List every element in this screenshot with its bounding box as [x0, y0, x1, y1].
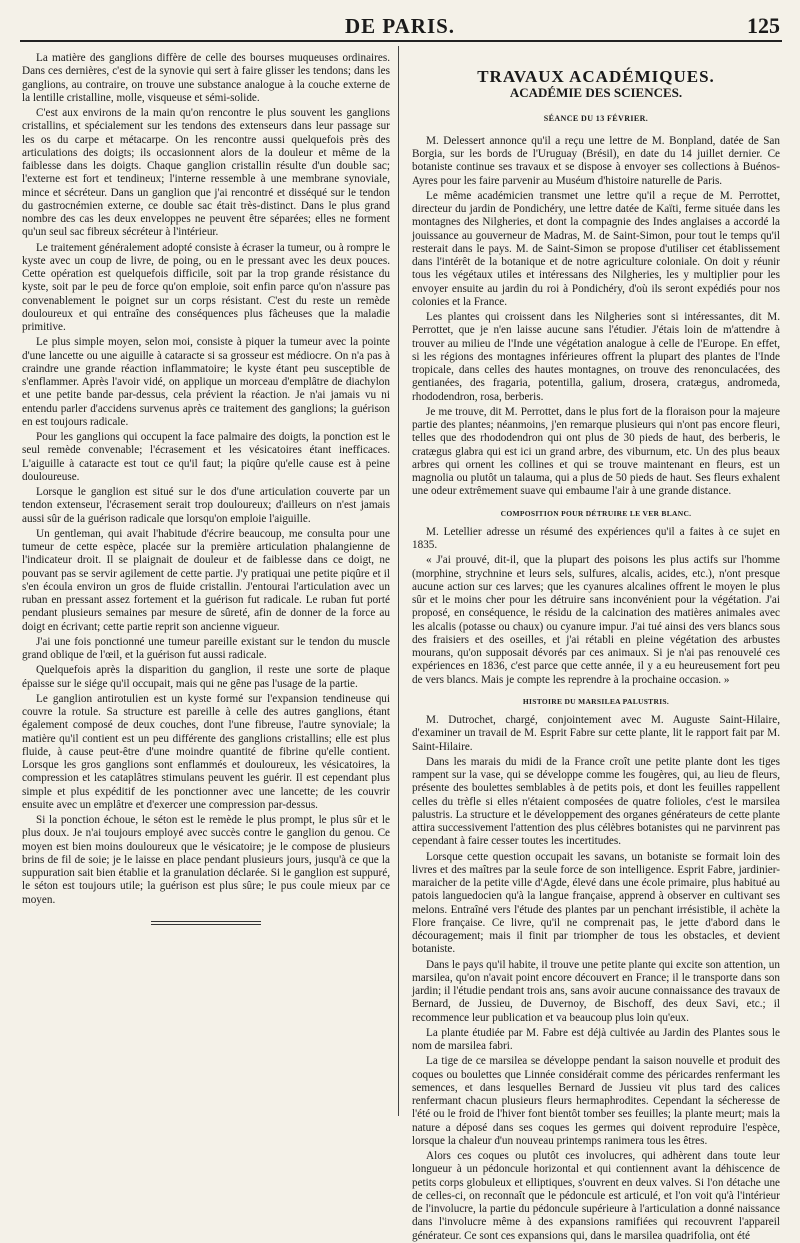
article-heading: COMPOSITION POUR DÉTRUIRE LE VER BLANC. [500, 508, 692, 518]
right-paragraph: Les plantes qui croissent dans les Nilgheries sont si intéressantes, dit M. Perrottet, que je n'en laisse aucune sans l'étudier. J'étais loin de m'attendre à trouver au milieu de l'Inde une végétation analogue à celle de l'Europe. En effet, si les régions des montagnes inférieures offrent la plupart des plantes de l'Inde tropicale, dans celles des hautes montagnes, on trouve des renonculacées, des gentianées, des fragaria, potentilla, galium, drosera, cratægus, andromeda, rhododendron, rosa, berberis. [412, 311, 780, 403]
right-paragraph: « J'ai prouvé, dit-il, que la plupart des poisons les plus actifs sur l'homme (morphine, strychnine et leurs sels, sulfures, alcalis, acides, etc.), n'ont presque aucune action sur ces larves; que les cyanures alcalines offrent le moyen le plus sûr et le moins cher pour les détruire sans inconvénient pour la végétation. J'ai proposé, en conséquence, le résidu de la calcination des matières animales avec les alcalis (potasse ou chaux) ou cyanure impur. J'ai tué ainsi des vers blancs sous des fraisiers et des oseilles, et j'ai rétabli en pleine végétation des arbustes mourans, qu'on supposait dévorés par ces animaux. Si je n'ai pas renouvelé ces expériences en 1836, c'est parce que cette année, il y a eu heureusement fort peu de vers blancs. Mais je compte les reprendre à la prochaine occasion. » [412, 554, 780, 686]
right-paragraph: Lorsque cette question occupait les savans, un botaniste se formait loin des livres et des maîtres par la seule force de son intelligence. Esprit Fabre, jardinier-maraicher de la petite ville d'Agde, élevé dans une école primaire, plus habitué au patois languedocien qu'à la langue française, apprend à observer en cultivant ses melons. Entraîné vers l'étude des plantes par un penchant irrésistible, il achète la Flore française. Ce livre, qu'il ne comprenait pas, le jette d'abord dans le découragement; mais il finit par triompher de tous les obstacles, et devient botaniste. [412, 850, 780, 956]
right-paragraph: Je me trouve, dit M. Perrottet, dans le plus fort de la floraison pour la majeure partie des plantes; néanmoins, j'en remarque plusieurs qui n'ont pas encore fleuri, telles que des rhododendron qui ont plus de 30 pieds de haut, des berberis, le cratægus glabra qui est ici un grand arbre, des viburnum, etc. Un des plus beaux arbres qui ornent les collines et qui se trouve maintenant en fleurs, est un magnolia ou plutôt un talauma, qui a plus de 50 pieds de haut. Ses fleurs exhalent une odeur extrêmement suave qui embaume l'air à une grande distance. [412, 405, 780, 498]
left-paragraph: Pour les ganglions qui occupent la face palmaire des doigts, la ponction est le seul remède convenable; l'écrasement et les vésicatoires étant inefficaces. L'aiguille à cataracte est tout ce qu'il faut; la piqûre qu'elle cause est à peine douloureuse. [22, 431, 390, 483]
left-paragraph: La matière des ganglions diffère de celle des bourses muqueuses ordinaires. Dans ces dernières, c'est de la synovie qui sert à faire glisser les tendons; dans les ganglions, au contraire, on trouve une substance analogue à la couche externe de la lentille cristalline, molle, visqueuse et sémi-solide. [22, 52, 390, 104]
right-paragraph: La tige de ce marsilea se développe pendant la saison nouvelle et produit des coques ou boulettes que Linnée considérait comme des péricardes renfermant les semences, et dans lesquelles Bernard de Jussieu vit plus tard des calices renfermant chacun plusieurs fleurs hermaphrodites. Cependant la sécheresse de l'été ou le froid de l'hiver font bientôt tomber ses feuilles; la plante meurt; mais la nature a déposé dans ses coques les germes qui doivent reproduire l'espèce, lorsque la chaleur d'un nouveau printemps ranimera tous les êtres. [412, 1055, 780, 1147]
right-paragraph: M. Delessert annonce qu'il a reçu une lettre de M. Bonpland, datée de San Borgia, sur les bords de l'Uruguay (Brésil), en date du 14 juillet dernier. Ce botaniste continue ses travaux et se dispose à envoyer ses collections à Buénos-Ayres pour les faire parvenir au Muséum d'histoire naturelle de Paris. [412, 134, 780, 187]
left-paragraph: Le traitement généralement adopté consiste à écraser la tumeur, ou à rompre le kyste avec un coup de livre, de poing, ou en le pressant avec les deux pouces. Cette opération est quelquefois difficile, soit par la trop grande résistance du kyste, soit par le peu de force qu'on emploie, soit enfin parce qu'on n'assure pas convenablement le poignet sur un corps résistant. C'est du reste un remède douloureux et qui entraîne des conséquences plus fâcheuses que la maladie primitive. [22, 241, 390, 333]
right-paragraph: M. Letellier adresse un résumé des expériences qu'il a faites à ce sujet en 1835. [412, 525, 780, 551]
column-divider [398, 46, 399, 1116]
right-paragraph: La plante étudiée par M. Fabre est déjà cultivée au Jardin des Plantes sous le nom de marsilea fabri. [412, 1026, 780, 1052]
left-paragraph: Si la ponction échoue, le séton est le remède le plus prompt, le plus sûr et le plus doux. Je n'ai toujours employé avec succès contre le ganglion du genou. Ce moyen est bien moins douloureux que le vésicatoire; je le compose de plusieurs brins de fil de soie; je le laisse en place pendant plusieurs jours, jusqu'à ce que la suppuration sait bien établie et la granulation déclarée. Si le ganglion est suppuré, le séton est toujours utile; la guérison est plus sûre; le pus coule mieux par ce moyen. [22, 814, 390, 906]
subsection-title: ACADÉMIE DES SCIENCES. [509, 85, 683, 101]
right-paragraph: Dans les marais du midi de la France croît une petite plante dont les tiges rampent sur la vase, qui se développe comme les fougères, qui, au lieu de fleurs, présente des boulettes semblables à de petits pois, et dont les feuilles rappellent celles du trèfle si elles n'étaient composées de quatre folioles, c'est le marsilea palustris. La structure et le développement des organes générateurs de cette plante attira successivement l'attention des plus célèbres botanistes qui ne parvinrent pas cependant à faire cesser toutes les incertitudes. [412, 755, 780, 848]
left-column [22, 52, 390, 1117]
page-number: 125 [747, 13, 780, 38]
right-paragraph: M. Dutrochet, chargé, conjointement avec M. Auguste Saint-Hilaire, d'examiner un travail de M. Esprit Fabre sur cette plante, lit le rapport fait par M. Saint-Hilaire. [412, 714, 780, 753]
right-paragraph: Le même académicien transmet une lettre qu'il a reçue de M. Perrottet, directeur du jardin de Pondichéry, une lettre datée de Kaïti, ferme située dans les montagnes des Nilgheries, et dont la compagnie des Indes anglaises a accordé la jouissance au gouverneur de Madras, M. de Saint-Simon, pour tout le temps qu'il resterait dans le pays. M. de Saint-Simon se propose d'utiliser cet établissement dans l'intérêt de la botanique et de notre agriculture coloniale. On doit y réunir tous les végétaux utiles et intéressans des Nilgheries, les y multiplier pour les envoyer ensuite au jardin du roi à Pondichéry, d'où ils seront expédiés pour nos colonies et la France. [412, 189, 780, 308]
right-paragraph: Dans le pays qu'il habite, il trouve une petite plante qui excite son attention, un marsilea, qu'on n'avait point encore découvert en France; il le transporte dans son jardin; il l'étudie pendant trois ans, sans avoir aucune connaissance des travaux de Bernard, de Jussieu, de Duvernoy, de Bischoff, des deux Savi, etc.; il recommence leur publication et va beaucoup plus loin qu'eux. [412, 958, 780, 1024]
left-paragraph: C'est aux environs de la main qu'on rencontre le plus souvent les ganglions cristallins, et spécialement sur les tendons des extenseurs dans leur passage sur les os du carpe et métacarpe. On les rencontre aussi quelquefois près des articulations des doigts; ils occasionnent alors de la douleur et même de la faiblesse dans les doigts. Chaque ganglion cristallin résulte d'un double sac; l'externe est fort et tendineux; l'interne ressemble à une membrane synoviale, mince et sécréteur. Dans un ganglion que j'ai rencontré et disséqué sur le tendon du gastrocnémien externe, ce double sac était très-distinct. Dans le plus grand nombre des cas les deux enveloppes ne peuvent être séparées; elles ne forment qu'un seul sac fibreux sécréteur à l'intérieur. [22, 107, 390, 239]
article-heading: HISTOIRE DU MARSILEA PALUSTRIS. [522, 696, 670, 706]
running-title: DE PARIS. [344, 14, 456, 38]
left-paragraph: Le ganglion antirotulien est un kyste formé sur l'expansion tendineuse qui couvre la rotule. Sa structure est pareille à celle des autres ganglions, étant également composé de deux couches, dont l'une fibreuse, l'autre synoviale; la matière qu'il contient est un peu différente des ganglions cristallins; elle est plus fluide, à cause peut-être d'une moindre quantité de fibrine qu'elle contient. Lorsque les gros ganglions sont enflammés et douloureux, les vésicatoires, la compression et les cataplâtres stimulans peuvent les guérir. Il est cependant plus simple et plus expéditif de les ponctionner avec une lancette; de les couvrir ensuite avec un emplâtre et d'exercer une compression par-dessus. [22, 692, 390, 811]
left-paragraph: Le plus simple moyen, selon moi, consiste à piquer la tumeur avec la pointe d'une lancette ou une aiguille à cataracte si sa grosseur est médiocre. On n'a pas à craindre une grande réaction inflammatoire; le kyste étant peu susceptible de s'enflammer. Après l'avoir vidé, on applique un morceau d'emplâtre de diachylon et une petite bande par-dessus, cela prévient la réaction. Je n'ai jamais vu ni entendu parler d'accidens survenus après ce traitement des ganglions; la guérison en est toujours radicale. [22, 336, 390, 428]
left-paragraph: Un gentleman, qui avait l'habitude d'écrire beaucoup, me consulta pour une tumeur de cette espèce, placée sur la première articulation phalangienne de l'indicateur droit. Il se plaignait de douleur et de faiblesse dans ce doigt, ne pouvant pas se servir agilement de cette partie. J'y pratiquai une petite piqûre et il s'en écoula environ un gros de fluide cristallin. J'entourai l'articulation avec un ruban en pressant assez fortement et la guérison fut radicale. Le ruban fut porté pendant plusieurs semaines par mesure de sûreté, afin de donner de la force au doigt en écrivant; cette partie reprit son ancienne vigueur. [22, 527, 390, 633]
left-paragraph: J'ai une fois ponctionné une tumeur pareille existant sur le tendon du muscle grand oblique de l'œil, et la guérison fut aussi radicale. [22, 635, 390, 661]
left-paragraph: Lorsque le ganglion est situé sur le dos d'une articulation couverte par un tendon extenseur, l'écrasement serait trop douloureux; d'ailleurs on n'est jamais aussi sûr de la guérison radicale que lorsqu'on emploie l'aiguille. [22, 486, 390, 525]
column-end-rule [151, 921, 261, 925]
section-title: TRAVAUX ACADÉMIQUES. [477, 67, 715, 86]
seance-date: SÉANCE DU 13 FÉVRIER. [543, 113, 649, 123]
header-rule [20, 40, 782, 42]
right-column [412, 52, 780, 1242]
right-paragraph: Alors ces coques ou plutôt ces involucres, qui adhèrent dans toute leur longueur à un pédoncule horizontal et qui contiennent avant la déhiscence de petits corps globuleux et elliptiques, s'ouvrent en deux valves. Si l'on détache une de celles-ci, on reconnaît que le pédoncule est articulé, et l'on voit qu'à l'intérieur de l'involucre, la partie du pédoncule supérieure à l'articulation a donné naissance dans l'involucre même à des expansions ramifiées qui recouvrent l'appareil générateur. Ce sont ces expansions qui, dans le marsilea quadrifolia, ont été [412, 1150, 780, 1242]
left-paragraph: Quelquefois après la disparition du ganglion, il reste une sorte de plaque épaisse sur le siége qu'il occupait, mais qui ne gêne pas l'usage de la partie. [22, 664, 390, 690]
